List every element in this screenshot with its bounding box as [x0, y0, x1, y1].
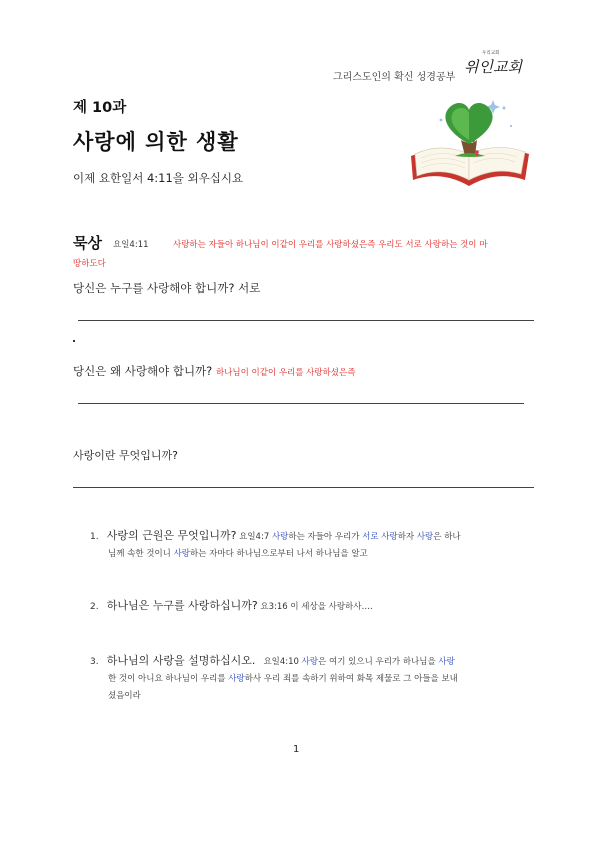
stray-dot [73, 340, 75, 342]
meditation-verse-line2: 땅하도다 [73, 259, 106, 269]
list-item-3-line1 [90, 652, 530, 671]
text-run: 사랑 [301, 657, 319, 667]
question-2-text: 당신은 왜 사랑해야 합니까? [73, 364, 213, 378]
list-item-2-text: 이 세상을 사랑하사…. [290, 602, 373, 612]
list-item-3-line3: 셨음이라 [108, 691, 141, 701]
list-item-3-number: 3. [90, 657, 99, 667]
list-item-3-question: 하나님의 사랑을 설명하십시오. [106, 654, 256, 667]
list-item-2-question: 하나님은 누구를 사랑하십니까? [106, 599, 258, 612]
lesson-title: 사랑에 의한 생활 [73, 130, 239, 154]
lesson-number: 제 10과 [73, 100, 127, 116]
list-item-1-line1-parts [272, 532, 461, 542]
question-2-answer: 하나님이 이같이 우리를 사랑하셨은즉 [215, 368, 356, 378]
text-run: 사랑 [173, 549, 191, 559]
text-run: 사랑 [228, 674, 245, 684]
text-run: 하자 [397, 532, 417, 542]
question-3: 사랑이란 무엇입니까? [73, 449, 178, 462]
text-run: 서로 사랑 [362, 532, 398, 542]
memorize-instruction: 이제 요한일서 4:11을 외우십시요 [73, 171, 244, 185]
question-2 [73, 363, 355, 379]
text-run: 사랑 [416, 532, 434, 542]
page-number: 1 [293, 744, 300, 755]
list-item-3-line2 [90, 671, 530, 688]
list-item-3 [90, 652, 530, 705]
text-run: 사랑 [438, 657, 455, 667]
list-item-1-question: 사랑의 근원은 무엇입니까? [106, 529, 237, 542]
meditation-reference: 요일4:11 [113, 240, 149, 250]
list-item-1 [90, 527, 530, 563]
text-run: 한 것이 아니요 하나님이 우리를 [108, 674, 229, 684]
document-subtitle: 그리스도인의 확신 성경공부 [333, 72, 456, 83]
list-item-2-ref: 요3:16 [260, 602, 288, 612]
church-logo [462, 46, 528, 76]
answer-line-2 [78, 403, 524, 404]
svg-text:위인교회: 위인교회 [464, 58, 522, 76]
meditation-verse-line1: 사랑하는 자들아 하나님이 이같이 우리를 사랑하셨은즉 우리도 서로 사랑하는 것이 마 [173, 240, 488, 250]
meditation-heading: 묵상 [73, 234, 102, 252]
tree-book-illustration [405, 96, 537, 196]
text-run: 하사 우리 죄를 속하기 위하여 화목 제물로 그 아들을 보내 [244, 674, 458, 684]
svg-text:우리교회: 우리교회 [482, 51, 500, 56]
text-run: 하는 자들아 우리가 [288, 532, 363, 542]
answer-line-1 [78, 320, 534, 321]
list-item-3-ref: 요일4:10 [263, 657, 299, 667]
list-item-2 [90, 597, 530, 616]
list-item-1-ref: 요일4:7 [239, 532, 270, 542]
list-item-1-line1 [90, 527, 530, 546]
list-item-1-number: 1. [90, 532, 99, 542]
list-item-1-line2 [90, 546, 530, 563]
text-run: 하는 자마다 하나님으로부터 나서 하나님을 알고 [190, 549, 368, 559]
answer-line-3 [73, 487, 534, 488]
text-run: 은 여기 있으니 우리가 하나님을 [318, 657, 439, 667]
text-run: 님께 속한 것이니 [108, 549, 174, 559]
question-1: 당신은 누구를 사랑해야 합니까? 서로 [73, 281, 261, 295]
list-item-2-number: 2. [90, 602, 99, 612]
list-item-3-line1-parts [302, 657, 455, 667]
list-item-2-line1 [90, 597, 530, 616]
text-run: 은 하나 [433, 532, 461, 542]
text-run: 사랑 [271, 532, 289, 542]
